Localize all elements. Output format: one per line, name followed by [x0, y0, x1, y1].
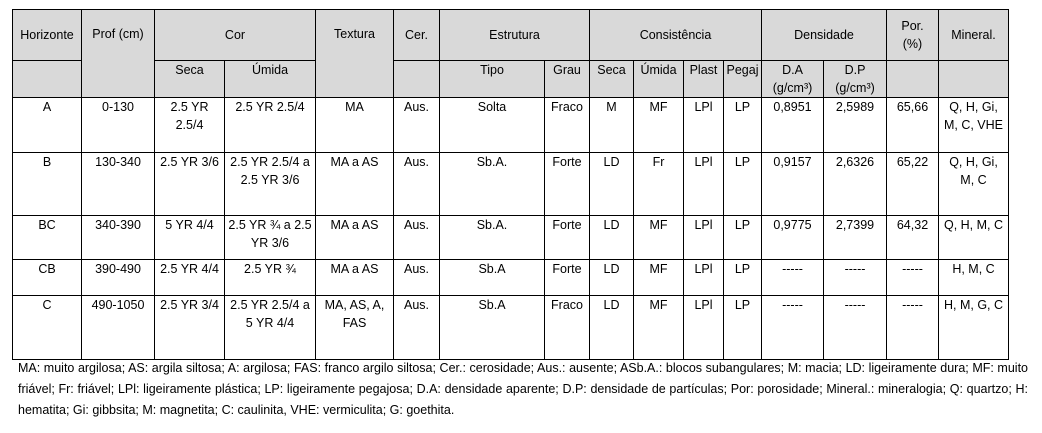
cell-grau: Forte	[545, 216, 590, 260]
col-grau-header: Grau	[545, 61, 590, 98]
cell-plast: LPl	[684, 216, 724, 260]
cell-mineral: Q, H, Gi, M, C, VHE	[939, 98, 1009, 153]
cell-prof: 390-490	[82, 260, 155, 296]
col-mineral-header: Mineral.	[939, 10, 1009, 61]
cell-plast: LPl	[684, 153, 724, 216]
cell-por: 64,32	[887, 216, 939, 260]
cell-mineral: Q, H, M, C	[939, 216, 1009, 260]
col-por-sub-empty	[887, 61, 939, 98]
col-cer-sub-empty	[394, 61, 440, 98]
cell-cor-umida: 2.5 YR 2.5/4	[225, 98, 316, 153]
cell-por: 65,22	[887, 153, 939, 216]
cell-plast: LPl	[684, 98, 724, 153]
cell-mineral: Q, H, Gi, M, C	[939, 153, 1009, 216]
cell-plast: LPl	[684, 260, 724, 296]
cell-cons-seca: LD	[590, 216, 634, 260]
cell-tipo: Sb.A	[440, 296, 545, 360]
cell-cons-seca: M	[590, 98, 634, 153]
header-row-main	[13, 10, 1009, 61]
cell-dp: -----	[824, 260, 887, 296]
col-consistencia-header: Consistência	[590, 10, 762, 61]
cell-cor-seca: 2.5 YR 4/4	[155, 260, 225, 296]
cell-cons-umida: MF	[634, 216, 684, 260]
cell-grau: Forte	[545, 153, 590, 216]
cell-dp: 2,5989	[824, 98, 887, 153]
col-plast-header: Plast	[684, 61, 724, 98]
col-mineral-sub-empty	[939, 61, 1009, 98]
cell-cer: Aus.	[394, 260, 440, 296]
cell-cons-umida: MF	[634, 296, 684, 360]
cell-prof: 340-390	[82, 216, 155, 260]
col-densidade-header: Densidade	[762, 10, 887, 61]
cell-cons-umida: Fr	[634, 153, 684, 216]
col-dp-header: D.P (g/cm³)	[824, 61, 887, 98]
cell-cor-seca: 2.5 YR 3/6	[155, 153, 225, 216]
cell-textura: MA, AS, A, FAS	[316, 296, 394, 360]
col-cons-umida-header: Úmida	[634, 61, 684, 98]
cell-cor-seca: 2.5 YR 3/4	[155, 296, 225, 360]
cell-cons-seca: LD	[590, 153, 634, 216]
cell-prof: 0-130	[82, 98, 155, 153]
table-row	[13, 216, 1009, 260]
table-row	[13, 153, 1009, 216]
col-cor-header: Cor	[155, 10, 316, 61]
col-da-header: D.A (g/cm³)	[762, 61, 824, 98]
cell-cor-umida: 2.5 YR ¾	[225, 260, 316, 296]
col-tipo-header: Tipo	[440, 61, 545, 98]
cell-grau: Forte	[545, 260, 590, 296]
cell-cor-seca: 5 YR 4/4	[155, 216, 225, 260]
cell-dp: 2,7399	[824, 216, 887, 260]
col-por-header: Por. (%)	[887, 10, 939, 61]
cell-cons-seca: LD	[590, 296, 634, 360]
table-row	[13, 98, 1009, 153]
cell-cer: Aus.	[394, 153, 440, 216]
cell-da: 0,8951	[762, 98, 824, 153]
cell-cer: Aus.	[394, 98, 440, 153]
cell-da: -----	[762, 296, 824, 360]
cell-cor-umida: 2.5 YR ¾ a 2.5 YR 3/6	[225, 216, 316, 260]
cell-horizonte: CB	[13, 260, 82, 296]
cell-pegaj: LP	[724, 153, 762, 216]
soil-properties-table	[12, 9, 1009, 360]
col-cons-seca-header: Seca	[590, 61, 634, 98]
cell-grau: Fraco	[545, 98, 590, 153]
cell-cons-umida: MF	[634, 98, 684, 153]
cell-prof: 490-1050	[82, 296, 155, 360]
cell-horizonte: BC	[13, 216, 82, 260]
cell-textura: MA a AS	[316, 153, 394, 216]
cell-tipo: Sb.A.	[440, 216, 545, 260]
cell-da: 0,9775	[762, 216, 824, 260]
cell-cor-umida: 2.5 YR 2.5/4 a 2.5 YR 3/6	[225, 153, 316, 216]
col-pegaj-header: Pegaj	[724, 61, 762, 98]
cell-tipo: Sb.A	[440, 260, 545, 296]
cell-cor-umida: 2.5 YR 2.5/4 a 5 YR 4/4	[225, 296, 316, 360]
header-row-sub	[13, 61, 1009, 98]
cell-pegaj: LP	[724, 260, 762, 296]
col-estrutura-header: Estrutura	[440, 10, 590, 61]
cell-tipo: Sb.A.	[440, 153, 545, 216]
cell-por: -----	[887, 296, 939, 360]
cell-pegaj: LP	[724, 216, 762, 260]
col-prof-header: Prof (cm)	[82, 10, 155, 98]
cell-mineral: H, M, G, C	[939, 296, 1009, 360]
cell-cons-umida: MF	[634, 260, 684, 296]
col-cor-seca-header: Seca	[155, 61, 225, 98]
cell-cons-seca: LD	[590, 260, 634, 296]
cell-horizonte: C	[13, 296, 82, 360]
cell-pegaj: LP	[724, 98, 762, 153]
cell-tipo: Solta	[440, 98, 545, 153]
cell-cer: Aus.	[394, 216, 440, 260]
cell-horizonte: A	[13, 98, 82, 153]
cell-textura: MA a AS	[316, 260, 394, 296]
col-textura-header: Textura	[316, 10, 394, 98]
cell-pegaj: LP	[724, 296, 762, 360]
cell-dp: -----	[824, 296, 887, 360]
cell-grau: Fraco	[545, 296, 590, 360]
cell-dp: 2,6326	[824, 153, 887, 216]
cell-prof: 130-340	[82, 153, 155, 216]
cell-plast: LPl	[684, 296, 724, 360]
table-row	[13, 296, 1009, 360]
cell-da: -----	[762, 260, 824, 296]
cell-por: 65,66	[887, 98, 939, 153]
col-horizonte-sub-empty	[13, 61, 82, 98]
col-cor-umida-header: Úmida	[225, 61, 316, 98]
cell-horizonte: B	[13, 153, 82, 216]
cell-textura: MA a AS	[316, 216, 394, 260]
table-row	[13, 260, 1009, 296]
cell-por: -----	[887, 260, 939, 296]
cell-textura: MA	[316, 98, 394, 153]
table-footnote: MA: muito argilosa; AS: argila siltosa; A: argilosa; FAS: franco argilo siltosa; Cer.: cerosidade; Aus.: ausente; ASb.A.: blocos subangulares; M: macia; LD: ligeiramente dura; MF: muito friável; Fr: friável; LPl: ligeiramente plástica; LP: ligeiramente pegajosa; D.A: densidade aparente; D.P: densidade de partículas; Por: porosidade; Mineral.: mineralogia; Q: quartzo; H: hematita; Gi: gibbsita; M: magnetita; C: caulinita, VHE: vermiculita; G: goethita.	[18, 361, 1028, 417]
cell-cer: Aus.	[394, 296, 440, 360]
cell-cor-seca: 2.5 YR 2.5/4	[155, 98, 225, 153]
cell-mineral: H, M, C	[939, 260, 1009, 296]
cell-da: 0,9157	[762, 153, 824, 216]
col-horizonte-header: Horizonte	[13, 10, 82, 61]
col-cer-header: Cer.	[394, 10, 440, 61]
